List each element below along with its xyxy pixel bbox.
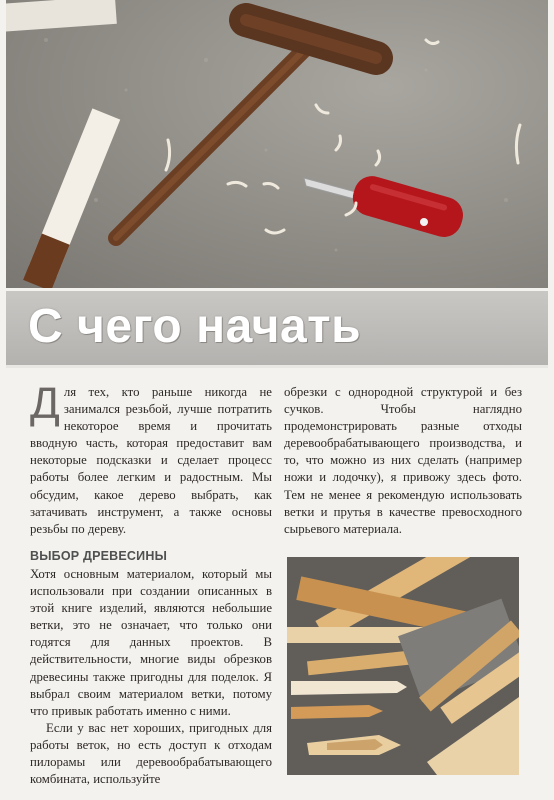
wood-offcuts-illustration <box>287 557 519 775</box>
right-column <box>284 384 522 538</box>
section-body <box>30 566 272 788</box>
bottom-photo <box>287 557 519 775</box>
top-photo <box>6 0 548 288</box>
knife-icon <box>304 172 467 241</box>
intro-text: ля тех, кто раньше никогда не занимался резьбой, лучше потратить некоторое время и прочитать вводную часть, которая предоставит вам некоторые подсказки и сделает процесс работы более легким и радостным. Мы обсудим, какое дерево выбрать, как затачивать инструмент, а также основы резьбы по дереву. <box>30 385 272 536</box>
section-paragraph-1: Хотя основным материалом, который мы использовали при создании описанных в этой книге изделий, являются небольшие ветки, это не означает, что только они годятся для данных проектов. В действительности, многие виды обрезков древесины также пригодны для поделок. Я выбрал своим материалом ветки, потому что привык работать именно с ними. <box>30 567 272 718</box>
page-title: С чего начать <box>28 300 362 353</box>
drop-cap: Д <box>30 379 60 428</box>
section-paragraph-2: Если у вас нет хороших, пригодных для работы веток, но есть доступ к отходам пилорамы или деревообрабатывающего комбината, используйте <box>30 720 272 787</box>
section-heading: ВЫБОР ДРЕВЕСИНЫ <box>30 549 168 563</box>
intro-block <box>30 379 272 538</box>
title-band <box>6 291 548 368</box>
right-column-paragraph: обрезки с однородной структурой и без сучков. Чтобы наглядно продемонстрировать разные отходы деревообрабатывающего производства, и то, что можно из них сделать (например ножи и лодочку), я привожу здесь фото. Тем не менее я рекомендую использовать ветки и прутья в качестве превосходного сырьевого материала. <box>284 385 522 536</box>
tools-illustration <box>6 0 548 288</box>
intro-paragraph <box>30 379 272 538</box>
